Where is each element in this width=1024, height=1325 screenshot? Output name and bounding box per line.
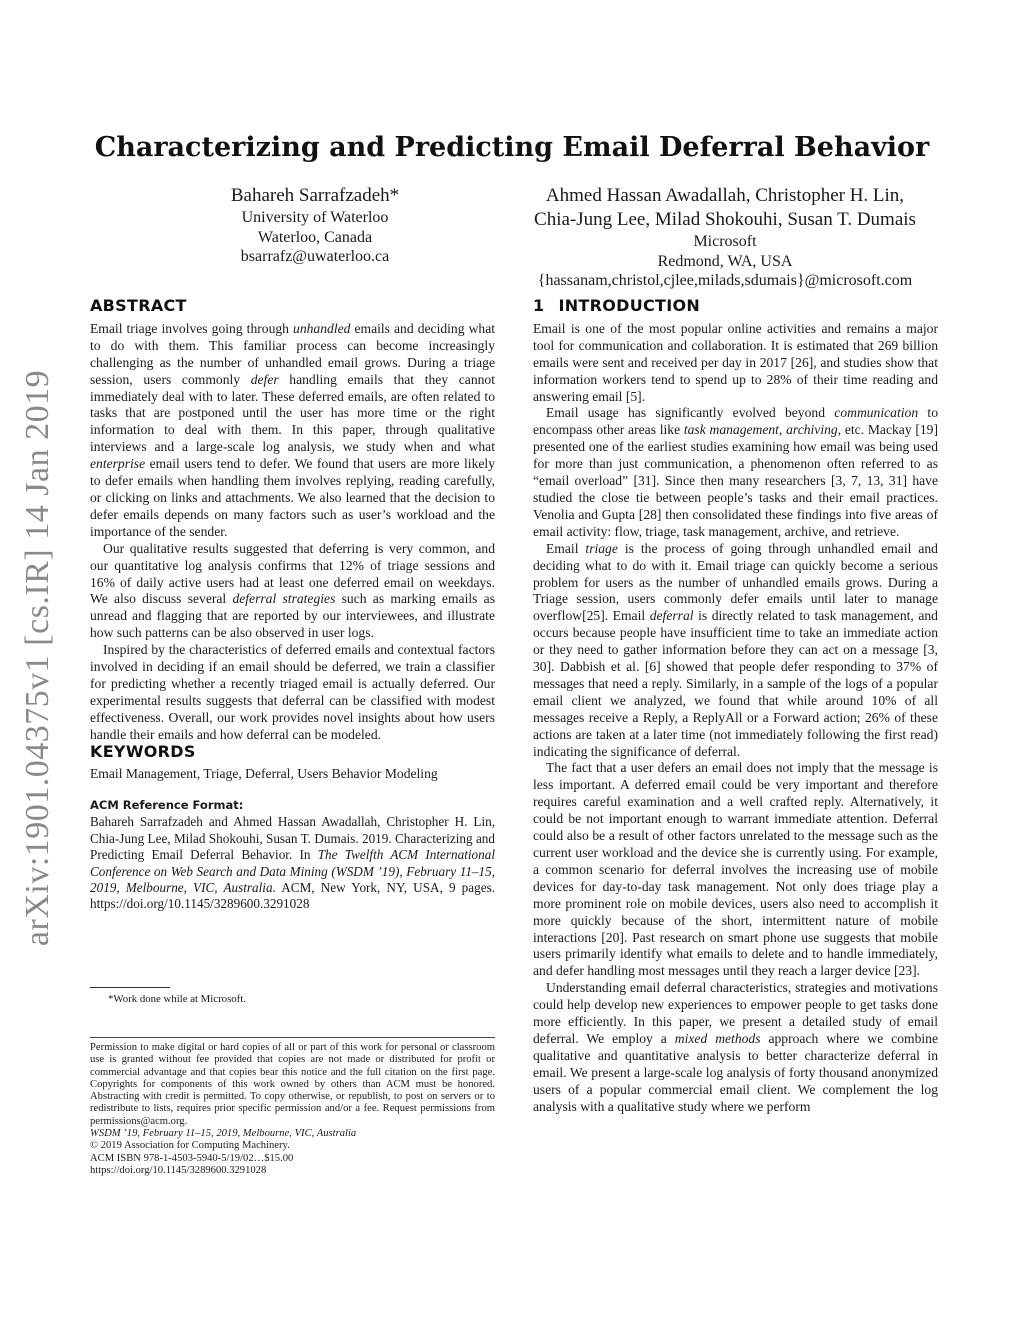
keywords-text: Email Management, Triage, Deferral, Users Behavior Modeling <box>90 766 438 782</box>
intro-paragraph-4: The fact that a user defers an email does not imply that the message is less important. A deferred email could be very important and therefore requires careful examination and a well crafted reply. Alternatively, it could be not important enough to warrant immediate attention. Deferral could also be a result of other factors unrelated to the message such as the current user workload and the device she is currently using. For example, a common scenario for deferral involves the increasing use of mobile devices for day-to-day task management. Not only does triage play a more prominent role on mobile devices, users also need to accomplish it more quickly because of the short, intermittent nature of mobile interactions [20]. Past research on smart phone use suggests that mobile users primarily identify what emails to delete and to handle immediately, and defer handling most messages until they reach a larger device [23]. <box>533 760 938 979</box>
author-affiliation: University of Waterloo <box>241 209 389 226</box>
acm-reference-text: Bahareh Sarrafzadeh and Ahmed Hassan Awadallah, Christopher H. Lin, Chia-Jung Lee, Milad Shokouhi, Susan T. Dumais. 2019. Characterizing and Predicting Email Deferral Behavior. In The Twelfth ACM International Conference on Web Search and Data Mining (WSDM ’19), February 11–15, 2019, Melbourne, VIC, Australia. ACM, New York, NY, USA, 9 pages. https://doi.org/10.1145/3289600.3291028 <box>90 814 496 912</box>
abstract-paragraph-1: Email triage involves going through unhandled emails and deciding what to do with them. This familiar process can become increasingly challenging as the number of unhandled email grows. During a triage session, users commonly defer handling emails that they cannot immediately deal with to later. These deferred emails, are often related to tasks that are postponed until the user has more time or the right information to deal with them. In this paper, through qualitative interviews and a large-scale log analysis, we study when and what enterprise email users tend to defer. We found that users are more likely to defer emails when handling them involves replying, reading carefully, or clicking on links and attachments. We also learned that the decision to defer emails depends on many factors such as user’s workload and the importance of the sender. <box>90 320 495 539</box>
arxiv-id-text: arXiv:1901.04375v1 [cs.IR] 14 Jan 2019 <box>19 369 56 947</box>
left-column <box>90 298 495 913</box>
author-location: Waterloo, Canada <box>257 228 373 246</box>
author-affiliation: Microsoft <box>693 233 757 250</box>
right-column <box>533 298 938 1116</box>
intro-paragraph-2: Email usage has significantly evolved beyond communication to encompass other areas like task management, archiving, etc. Mackay [19] presented one of the earliest studies examining how email was being used for more than just communication, a phenomenon often referred to as “email overload” [31]. Since then many researchers [3, 7, 13, 31] have studied the close tie between people’s tasks and their email practices. Venolia and Gupta [28] then consolidated these findings into five areas of email activity: flow, triage, task management, archive, and retrieve. <box>533 405 938 539</box>
author-location: Redmond, WA, USA <box>657 252 793 270</box>
intro-paragraph-1: Email is one of the most popular online activities and remains a major tool for communication and collaboration. It is estimated that 269 billion emails were sent and received per day in 2017 [26], and studies show that information workers tend to spend up to 28% of their time reading and answering email [5]. <box>533 320 938 404</box>
permission-venue: WSDM ’19, February 11–15, 2019, Melbourne, VIC, Australia <box>90 1128 357 1140</box>
permission-copyright: © 2019 Association for Computing Machinery. <box>90 1140 290 1152</box>
acm-reference-heading: ACM Reference Format: <box>90 798 244 813</box>
keywords-heading: KEYWORDS <box>90 741 196 761</box>
permission-notice <box>90 1037 495 1177</box>
author-name: Bahareh Sarrafzadeh* <box>230 185 400 206</box>
permission-isbn: ACM ISBN 978-1-4503-5940-5/19/02…$15.00 <box>90 1152 294 1164</box>
abstract-paragraph-3: Inspired by the characteristics of deferred emails and contextual factors involved in deciding if an email should be deferred, we train a classifier for predicting whether a recently triaged email is actually deferred. Our experimental results suggests that deferral can be classified with modest effectiveness. Overall, our work provides novel insights about how users handle their emails and how deferral can be modeled. <box>90 642 495 742</box>
intro-paragraph-3: Email triage is the process of going through unhandled email and deciding what to do with it. Email triage can quickly become a serious problem for users as the number of unhandled emails grows. During a Triage session, users commonly defer emails until later to manage overflow[25]. Email deferral is directly related to task management, and occurs because people have insufficient time to take an immediate action or they need to gather information before they can act on a message [3, 30]. Dabbish et al. [6] showed that people defer responding to 37% of messages that need a reply. Similarly, in a sample of the logs of a popular email client we analyzed, we found that while around 10% of all messages receive a Reply, a ReplyAll or a Forward action; 26% of these actions are taken at a later time (not immediately following the first read) indicating the significance of deferral. <box>533 540 938 759</box>
permission-text: Permission to make digital or hard copies of all or part of this work for personal or classroom use is granted without fee provided that copies are not made or distributed for profit or commercial advantage and that copies bear this notice and the full citation on the first page. Copyrights for components of this work owned by others than ACM must be honored. Abstracting with credit is permitted. To copy otherwise, or republish, to post on servers or to redistribute to lists, requires prior specific permission and/or a fee. Request permissions from permissions@acm.org. <box>90 1042 495 1127</box>
author-block-2 <box>505 184 945 291</box>
paper-title: Characterizing and Predicting Email Deferral Behavior <box>94 132 930 163</box>
author-email: bsarrafz@uwaterloo.ca <box>240 248 390 265</box>
permission-doi: https://doi.org/10.1145/3289600.3291028 <box>90 1164 267 1176</box>
intro-paragraph-5: Understanding email deferral characteristics, strategies and motivations could help develop new experiences to empower people to get tasks done more efficiently. In this paper, we present a detailed study of email deferral. We employ a mixed methods approach where we combine qualitative and quantitative analysis to better characterize deferral in email. We present a large-scale log analysis of forty thousand anonymized users of a popular commercial email client. We complement the log analysis with a qualitative study where we perform <box>533 980 938 1114</box>
footnote-divider <box>90 987 170 988</box>
author-names-line-2: Chia-Jung Lee, Milad Shokouhi, Susan T. Dumais <box>534 209 916 230</box>
introduction-heading: 1 INTRODUCTION <box>533 296 701 315</box>
abstract-heading: ABSTRACT <box>90 296 187 315</box>
footnote: *Work done while at Microsoft. <box>108 993 246 1005</box>
author-block-1 <box>190 184 440 267</box>
abstract-paragraph-2: Our qualitative results suggested that deferring is very common, and our quantitative log analysis confirms that 12% of triage sessions and 16% of daily active users had at least one deferred email on weekdays. We also discuss several deferral strategies such as marking emails as unread and flagging that are reported by our interviewees, and illustrate how such patterns can be also observed in user logs. <box>90 540 495 641</box>
author-names-line-1: Ahmed Hassan Awadallah, Christopher H. Lin, <box>545 185 905 206</box>
arxiv-identifier-stamp <box>8 369 68 947</box>
author-emails: {hassanam,christol,cjlee,milads,sdumais}@microsoft.com <box>537 272 913 289</box>
